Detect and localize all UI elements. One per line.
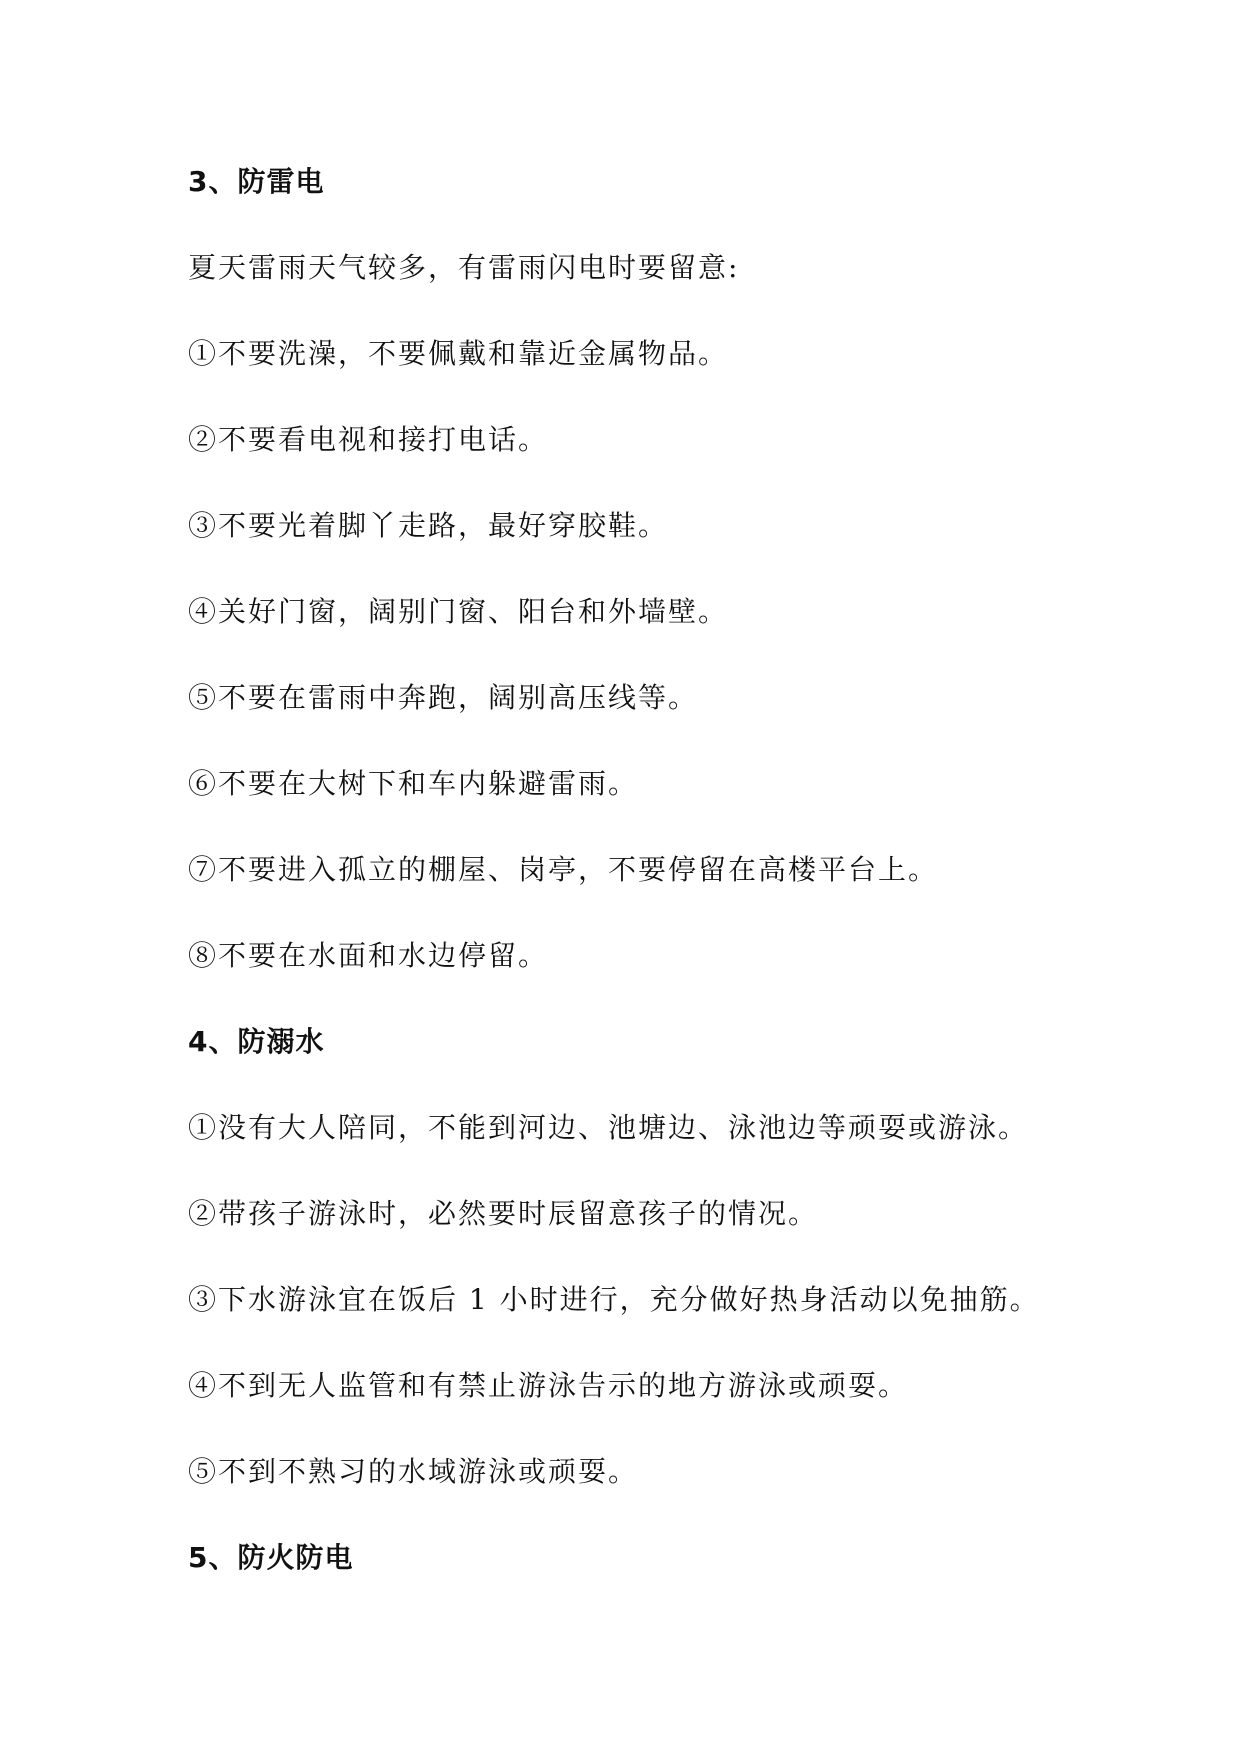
list-item: ④关好门窗，阔别门窗、阳台和外墙壁。: [188, 595, 729, 628]
paragraph-lightning-intro: 夏天雷雨天气较多，有雷雨闪电时要留意:: [188, 251, 740, 284]
list-item: ②不要看电视和接打电话。: [188, 423, 549, 456]
list-item: ①不要洗澡，不要佩戴和靠近金属物品。: [188, 337, 729, 370]
list-item: ⑦不要进入孤立的棚屋、岗亭，不要停留在高楼平台上。: [188, 853, 939, 886]
list-item: ⑤不到不熟习的水域游泳或顽耍。: [188, 1455, 639, 1488]
section-heading-lightning: 3、防雷电: [188, 165, 325, 198]
list-item: ④不到无人监管和有禁止游泳告示的地方游泳或顽耍。: [188, 1369, 909, 1402]
section-heading-fire-electricity: 5、防火防电: [188, 1541, 354, 1574]
list-item: ②带孩子游泳时，必然要时辰留意孩子的情况。: [188, 1197, 819, 1230]
list-item: ③不要光着脚丫走路，最好穿胶鞋。: [188, 509, 669, 542]
list-item: ③下水游泳宜在饭后 1 小时进行，充分做好热身活动以免抽筋。: [188, 1283, 1040, 1316]
list-item: ①没有大人陪同，不能到河边、池塘边、泳池边等顽耍或游泳。: [188, 1111, 1029, 1144]
section-heading-drowning: 4、防溺水: [188, 1025, 325, 1058]
list-item: ⑥不要在大树下和车内躲避雷雨。: [188, 767, 639, 800]
list-item: ⑧不要在水面和水边停留。: [188, 939, 549, 972]
list-item: ⑤不要在雷雨中奔跑，阔别高压线等。: [188, 681, 699, 714]
